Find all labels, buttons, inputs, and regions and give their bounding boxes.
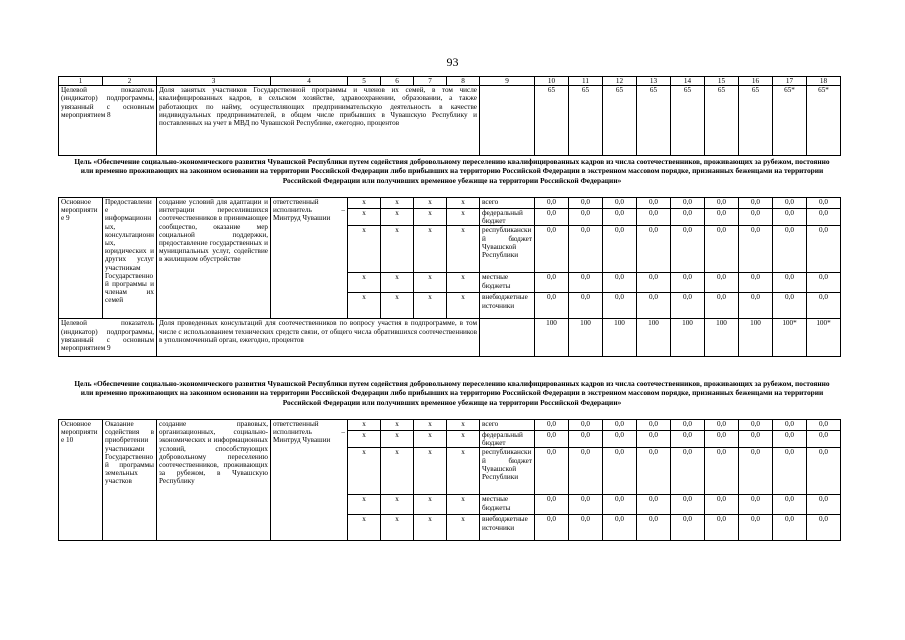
- funding-source: внебюджетные источники: [480, 515, 535, 541]
- funding-value: 0,0: [637, 495, 671, 515]
- indicator-value: 65: [637, 86, 671, 156]
- funding-value: 0,0: [807, 495, 841, 515]
- budget-code: x: [414, 515, 447, 541]
- funding-value: 0,0: [603, 209, 637, 226]
- funding-value: 0,0: [705, 209, 739, 226]
- funding-value: 0,0: [569, 420, 603, 431]
- indicator-value: 65: [603, 86, 637, 156]
- funding-value: 0,0: [671, 495, 705, 515]
- indicator-label: Целевой показатель (индикатор) подпрограммы, увязанный с основным мероприятием 9: [59, 319, 157, 357]
- funding-value: 0,0: [603, 420, 637, 431]
- funding-value: 0,0: [807, 293, 841, 319]
- funding-value: 0,0: [671, 431, 705, 448]
- funding-row: [59, 420, 841, 431]
- funding-value: 0,0: [569, 495, 603, 515]
- funding-value: 0,0: [535, 226, 569, 273]
- empty-cell: [480, 86, 535, 156]
- funding-value: 0,0: [535, 431, 569, 448]
- funding-value: 0,0: [535, 495, 569, 515]
- budget-code: x: [381, 209, 414, 226]
- funding-value: 0,0: [739, 198, 773, 209]
- funding-value: 0,0: [671, 448, 705, 495]
- funding-value: 0,0: [535, 293, 569, 319]
- budget-code: x: [414, 448, 447, 495]
- table-indicator-8: [58, 76, 841, 156]
- funding-value: 0,0: [739, 448, 773, 495]
- indicator-value: 100: [705, 319, 739, 357]
- event-description: создание правовых, организационных, социально-экономических и информационных условий, способствующих добровольному переселению соотечественников, проживающих за рубежом, в Чувашскую Республику: [157, 420, 271, 541]
- funding-value: 0,0: [773, 226, 807, 273]
- budget-code: x: [447, 431, 480, 448]
- funding-value: 0,0: [705, 495, 739, 515]
- funding-value: 0,0: [807, 209, 841, 226]
- funding-source: федеральный бюджет: [480, 431, 535, 448]
- funding-value: 0,0: [739, 495, 773, 515]
- column-number: 7: [414, 77, 447, 86]
- budget-code: x: [381, 515, 414, 541]
- funding-value: 0,0: [671, 209, 705, 226]
- indicator-label: Целевой показатель (индикатор) подпрограммы, увязанный с основным мероприятием 8: [59, 86, 157, 156]
- column-number: 4: [271, 77, 348, 86]
- indicator-value: 100: [535, 319, 569, 357]
- event-title: Предоставление информационных, консультационных, юридических и других услуг участникам Государственной программы и членам их семей: [103, 198, 157, 319]
- funding-value: 0,0: [807, 448, 841, 495]
- indicator-row: [59, 86, 841, 156]
- empty-cell: [480, 319, 535, 357]
- budget-code: x: [348, 226, 381, 273]
- budget-code: x: [414, 431, 447, 448]
- budget-code: x: [381, 293, 414, 319]
- funding-value: 0,0: [671, 515, 705, 541]
- funding-value: 0,0: [739, 515, 773, 541]
- funding-value: 0,0: [603, 448, 637, 495]
- funding-value: 0,0: [807, 420, 841, 431]
- budget-code: x: [447, 209, 480, 226]
- funding-value: 0,0: [773, 515, 807, 541]
- funding-value: 0,0: [671, 198, 705, 209]
- funding-value: 0,0: [569, 226, 603, 273]
- column-number: 17: [773, 77, 807, 86]
- goal-heading: Цель «Обеспечение социально-экономического развития Чувашской Республики путем содействия добровольному переселению квалифицированных кадров из числа соотечественников, проживающих за рубежом, постоянно или временно проживающих на законном основании на территории Российской Федерации либо прибывших на территорию Российской Федерации в экстренном массовом порядке, признанных беженцами на территории Российской Федерации или получивших временное убежище на территории Российской Федерации»: [74, 379, 830, 407]
- column-number: 3: [157, 77, 271, 86]
- indicator-value: 65*: [807, 86, 841, 156]
- funding-value: 0,0: [569, 431, 603, 448]
- funding-value: 0,0: [773, 198, 807, 209]
- budget-code: x: [414, 420, 447, 431]
- budget-code: x: [348, 431, 381, 448]
- funding-value: 0,0: [569, 293, 603, 319]
- budget-code: x: [348, 273, 381, 293]
- indicator-value: 100: [671, 319, 705, 357]
- event-executor: ответственный исполнитель – Минтруд Чувашии: [271, 198, 348, 319]
- table-event-9: [58, 197, 841, 357]
- column-number: 1: [59, 77, 103, 86]
- budget-code: x: [414, 273, 447, 293]
- column-number: 13: [637, 77, 671, 86]
- funding-value: 0,0: [705, 431, 739, 448]
- indicator-value: 100: [603, 319, 637, 357]
- column-number: 18: [807, 77, 841, 86]
- goal-heading: Цель «Обеспечение социально-экономического развития Чувашской Республики путем содействия добровольному переселению квалифицированных кадров из числа соотечественников, проживающих за рубежом, постоянно или временно проживающих на законном основании на территории Российской Федерации либо прибывших на территорию Российской Федерации в экстренном массовом порядке, признанных беженцами на территории Российской Федерации или получивших временное убежище на территории Российской Федерации»: [74, 157, 830, 185]
- funding-value: 0,0: [705, 420, 739, 431]
- column-number-row: [59, 77, 841, 86]
- budget-code: x: [447, 293, 480, 319]
- budget-code: x: [447, 515, 480, 541]
- table-event-10: [58, 419, 841, 541]
- indicator-value: 100*: [807, 319, 841, 357]
- column-number: 14: [671, 77, 705, 86]
- funding-value: 0,0: [705, 448, 739, 495]
- funding-value: 0,0: [637, 198, 671, 209]
- event-title: Оказание содействия в приобретении участниками Государственной программы земельных участков: [103, 420, 157, 541]
- funding-source: всего: [480, 420, 535, 431]
- budget-code: x: [381, 431, 414, 448]
- funding-value: 0,0: [671, 226, 705, 273]
- funding-value: 0,0: [603, 293, 637, 319]
- budget-code: x: [414, 226, 447, 273]
- funding-value: 0,0: [807, 198, 841, 209]
- funding-source: федеральный бюджет: [480, 209, 535, 226]
- funding-value: 0,0: [603, 431, 637, 448]
- funding-value: 0,0: [603, 198, 637, 209]
- budget-code: x: [348, 293, 381, 319]
- budget-code: x: [447, 273, 480, 293]
- funding-value: 0,0: [671, 420, 705, 431]
- column-number: 11: [569, 77, 603, 86]
- budget-code: x: [447, 226, 480, 273]
- column-number: 6: [381, 77, 414, 86]
- funding-value: 0,0: [637, 226, 671, 273]
- column-number: 9: [480, 77, 535, 86]
- budget-code: x: [381, 420, 414, 431]
- column-number: 2: [103, 77, 157, 86]
- indicator-value: 100*: [773, 319, 807, 357]
- funding-value: 0,0: [705, 273, 739, 293]
- funding-value: 0,0: [535, 273, 569, 293]
- funding-value: 0,0: [535, 420, 569, 431]
- funding-value: 0,0: [807, 431, 841, 448]
- funding-value: 0,0: [773, 273, 807, 293]
- funding-value: 0,0: [535, 448, 569, 495]
- funding-value: 0,0: [671, 273, 705, 293]
- indicator-text: Доля занятых участников Государственной программы и членов их семей, в том числе квалифицированных кадров, в сельском хозяйстве, здравоохранении, образовании, а также работающих по найму, осуществляющих предпринимательскую деятельность в качестве индивидуальных предпринимателей, в общем числе прибывших в Чувашскую Республику и поставленных на учет в МВД по Чувашской Республике, ежегодно, процентов: [157, 86, 480, 156]
- funding-value: 0,0: [739, 293, 773, 319]
- funding-value: 0,0: [637, 448, 671, 495]
- event-name: Основное мероприятие 9: [59, 198, 103, 319]
- funding-value: 0,0: [807, 226, 841, 273]
- funding-source: республиканский бюджет Чувашской Республики: [480, 226, 535, 273]
- funding-value: 0,0: [739, 226, 773, 273]
- funding-value: 0,0: [773, 420, 807, 431]
- indicator-value: 100: [739, 319, 773, 357]
- funding-value: 0,0: [535, 209, 569, 226]
- column-number: 10: [535, 77, 569, 86]
- funding-value: 0,0: [773, 209, 807, 226]
- funding-value: 0,0: [739, 420, 773, 431]
- funding-source: республиканский бюджет Чувашской Республики: [480, 448, 535, 495]
- funding-value: 0,0: [637, 273, 671, 293]
- funding-value: 0,0: [603, 495, 637, 515]
- budget-code: x: [414, 293, 447, 319]
- event-executor: ответственный исполнитель – Минтруд Чувашии: [271, 420, 348, 541]
- funding-value: 0,0: [569, 515, 603, 541]
- funding-value: 0,0: [637, 293, 671, 319]
- indicator-value: 100: [569, 319, 603, 357]
- funding-value: 0,0: [535, 515, 569, 541]
- funding-value: 0,0: [705, 226, 739, 273]
- funding-value: 0,0: [739, 431, 773, 448]
- indicator-row: [59, 319, 841, 357]
- funding-value: 0,0: [705, 198, 739, 209]
- funding-value: 0,0: [773, 293, 807, 319]
- column-number: 15: [705, 77, 739, 86]
- budget-code: x: [447, 448, 480, 495]
- budget-code: x: [348, 198, 381, 209]
- funding-value: 0,0: [603, 226, 637, 273]
- budget-code: x: [381, 273, 414, 293]
- funding-value: 0,0: [739, 273, 773, 293]
- funding-value: 0,0: [637, 431, 671, 448]
- funding-value: 0,0: [773, 448, 807, 495]
- budget-code: x: [348, 448, 381, 495]
- funding-value: 0,0: [773, 495, 807, 515]
- funding-value: 0,0: [569, 448, 603, 495]
- funding-value: 0,0: [637, 515, 671, 541]
- funding-value: 0,0: [603, 273, 637, 293]
- funding-source: местные бюджеты: [480, 273, 535, 293]
- indicator-value: 65*: [773, 86, 807, 156]
- indicator-value: 65: [569, 86, 603, 156]
- event-description: создание условий для адаптации и интеграции переселившихся соотечественников в принимающее сообщество, оказание мер социальной поддержки, предоставление государственных и муниципальных услуг, содействие в жилищном обустройстве: [157, 198, 271, 319]
- funding-value: 0,0: [773, 431, 807, 448]
- funding-value: 0,0: [603, 515, 637, 541]
- budget-code: x: [447, 198, 480, 209]
- funding-source: всего: [480, 198, 535, 209]
- funding-value: 0,0: [637, 420, 671, 431]
- budget-code: x: [348, 420, 381, 431]
- indicator-value: 65: [535, 86, 569, 156]
- budget-code: x: [348, 515, 381, 541]
- funding-row: [59, 198, 841, 209]
- funding-value: 0,0: [637, 209, 671, 226]
- funding-value: 0,0: [535, 198, 569, 209]
- budget-code: x: [381, 198, 414, 209]
- column-number: 16: [739, 77, 773, 86]
- budget-code: x: [381, 226, 414, 273]
- budget-code: x: [414, 495, 447, 515]
- budget-code: x: [447, 420, 480, 431]
- column-number: 5: [348, 77, 381, 86]
- funding-source: внебюджетные источники: [480, 293, 535, 319]
- indicator-text: Доля проведенных консультаций для соотечественников по вопросу участия в подпрограмме, в том числе с использованием технических средств связи, от общего числа обратившихся соотечественников в уполномоченный орган, ежегодно, процентов: [157, 319, 480, 357]
- indicator-value: 65: [671, 86, 705, 156]
- budget-code: x: [348, 209, 381, 226]
- budget-code: x: [381, 448, 414, 495]
- indicator-value: 65: [705, 86, 739, 156]
- funding-value: 0,0: [807, 273, 841, 293]
- funding-value: 0,0: [569, 273, 603, 293]
- funding-value: 0,0: [569, 198, 603, 209]
- funding-source: местные бюджеты: [480, 495, 535, 515]
- indicator-value: 100: [637, 319, 671, 357]
- funding-value: 0,0: [739, 209, 773, 226]
- column-number: 8: [447, 77, 480, 86]
- budget-code: x: [447, 495, 480, 515]
- budget-code: x: [348, 495, 381, 515]
- column-number: 12: [603, 77, 637, 86]
- event-name: Основное мероприятие 10: [59, 420, 103, 541]
- indicator-value: 65: [739, 86, 773, 156]
- funding-value: 0,0: [705, 515, 739, 541]
- funding-value: 0,0: [671, 293, 705, 319]
- funding-value: 0,0: [705, 293, 739, 319]
- funding-value: 0,0: [569, 209, 603, 226]
- budget-code: x: [414, 209, 447, 226]
- budget-code: x: [414, 198, 447, 209]
- page-number: 93: [446, 55, 459, 69]
- funding-value: 0,0: [807, 515, 841, 541]
- budget-code: x: [381, 495, 414, 515]
